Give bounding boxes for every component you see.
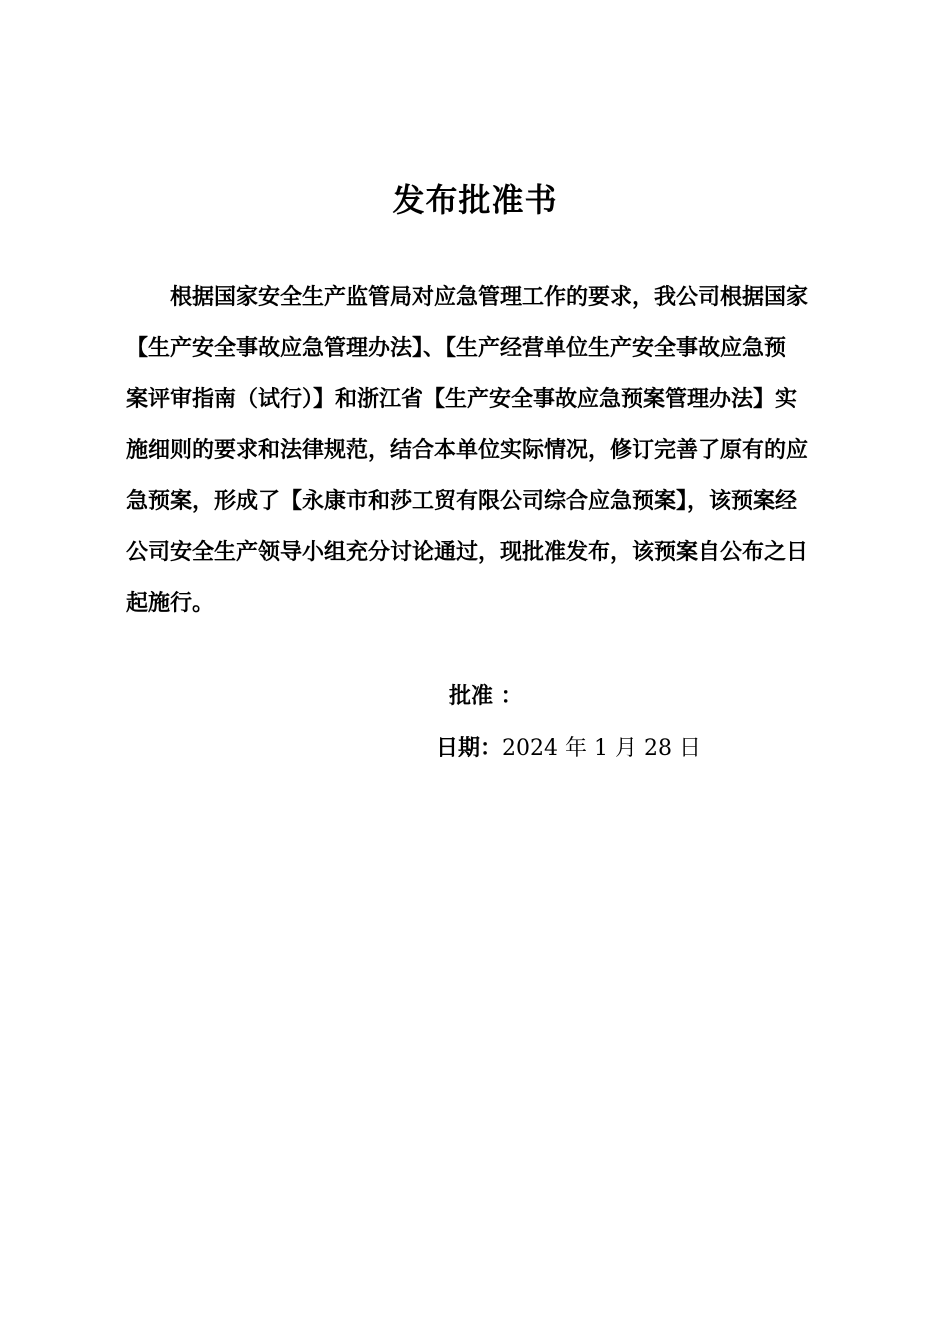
- body-line-6: 公司安全生产领导小组充分讨论通过，现批准发布，该预案自公布之日: [126, 539, 809, 565]
- date-line: [436, 726, 701, 771]
- body-line-5: 急预案，形成了【永康市和莎工贸有限公司综合应急预案】，该预案经: [126, 488, 798, 514]
- body-line-2: 【生产安全事故应急管理办法】、【生产经营单位生产安全事故应急预: [126, 335, 787, 361]
- date-label: 日期：: [436, 735, 503, 761]
- body-line-1: 根据国家安全生产监管局对应急管理工作的要求，我公司根据国家: [170, 284, 809, 310]
- approval-label: 批准 ：: [449, 683, 523, 709]
- body-line-4: 施细则的要求和法律规范，结合本单位实际情况，修订完善了原有的应: [126, 437, 809, 463]
- body-line-3: 案评审指南（试行）】和浙江省【生产安全事故应急预案管理办法】实: [126, 386, 798, 412]
- body-paragraph: [126, 272, 822, 629]
- body-line-7: 起施行。: [126, 590, 215, 616]
- page-title: 发布批准书: [392, 181, 558, 219]
- date-value: 2024 年 1 月 28 日: [502, 736, 701, 761]
